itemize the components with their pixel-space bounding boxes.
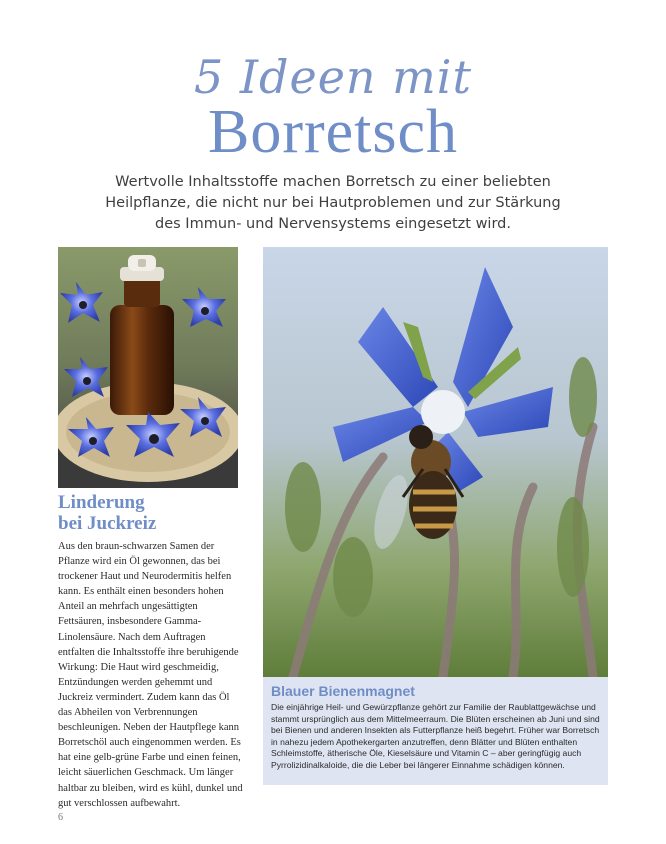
heading-line-2: bei Juckreiz [58,513,157,534]
page-title: Borretsch [207,98,459,166]
info-box-bee-magnet [263,677,608,785]
info-box-heading: Blauer Bienenmagnet [271,683,415,699]
section-body-itch-relief [58,539,244,811]
heading-line-1: Linderung [58,492,145,513]
intro-subtitle: Wertvolle Inhaltsstoffe machen Borretsch zu einer beliebten Heilpflanze, die nicht nur bei Hautproblemen und zur Stärkung des Immun- und Nervensystems eingesetzt wird. [105,174,561,232]
info-box-body [271,702,603,772]
info-box-text: Die einjährige Heil- und Gewürzpflanze gehört zur Familie der Raublattgewächse und stammt ursprünglich aus dem Mittelmeerraum. Die Blüten erscheinen ab Juni und sind bei Bienen und anderen Insekten als Futterpflanze heiß begehrt. Früher war Borretsch in nahezu jedem Apothekergarten anzutreffen, denn Blätter und Blüten enthalten Schleimstoffe, ätherische Öle, Kieselsäure und Vitamin C – aber geringfügig auch Pyrrolizidinalkaloide, die die Leber bei längerer Einnahme schädigen können. [271,702,600,770]
page-number: 6 [58,812,63,823]
oil-bottle-photo [58,247,238,488]
bee-on-borage-photo [263,247,608,677]
title-kicker: 5 Ideen mit [193,50,472,104]
section-heading-itch-relief [58,492,258,534]
itch-relief-text: Aus den braun-schwarzen Samen der Pflanze wird ein Öl gewonnen, das bei trockener Haut und Neurodermitis helfen kann. Es enthält einen besonders hohen Anteil an mehrfach ungesättigten Fettsäuren, insbesondere Gamma-Linolensäure. Nach dem Auftragen entfalten die Inhaltsstoffe ihre beruhigende Wirkung: Die Haut wird geschmeidig, Entzündungen werden gehemmt und Juckreiz vermindert. Zudem kann das Öl das Abheilen von Verbrennungen beschleunigen. Neben der Hautpflege kann Borretschöl auch eingenommen werden. Es hat eine gelb-grüne Farbe und einen feinen, leicht säuerlichen Geschmack. Um länger haltbar zu bleiben, wird es kühl, dunkel und gut verschlossen aufbewahrt. [58,541,243,809]
